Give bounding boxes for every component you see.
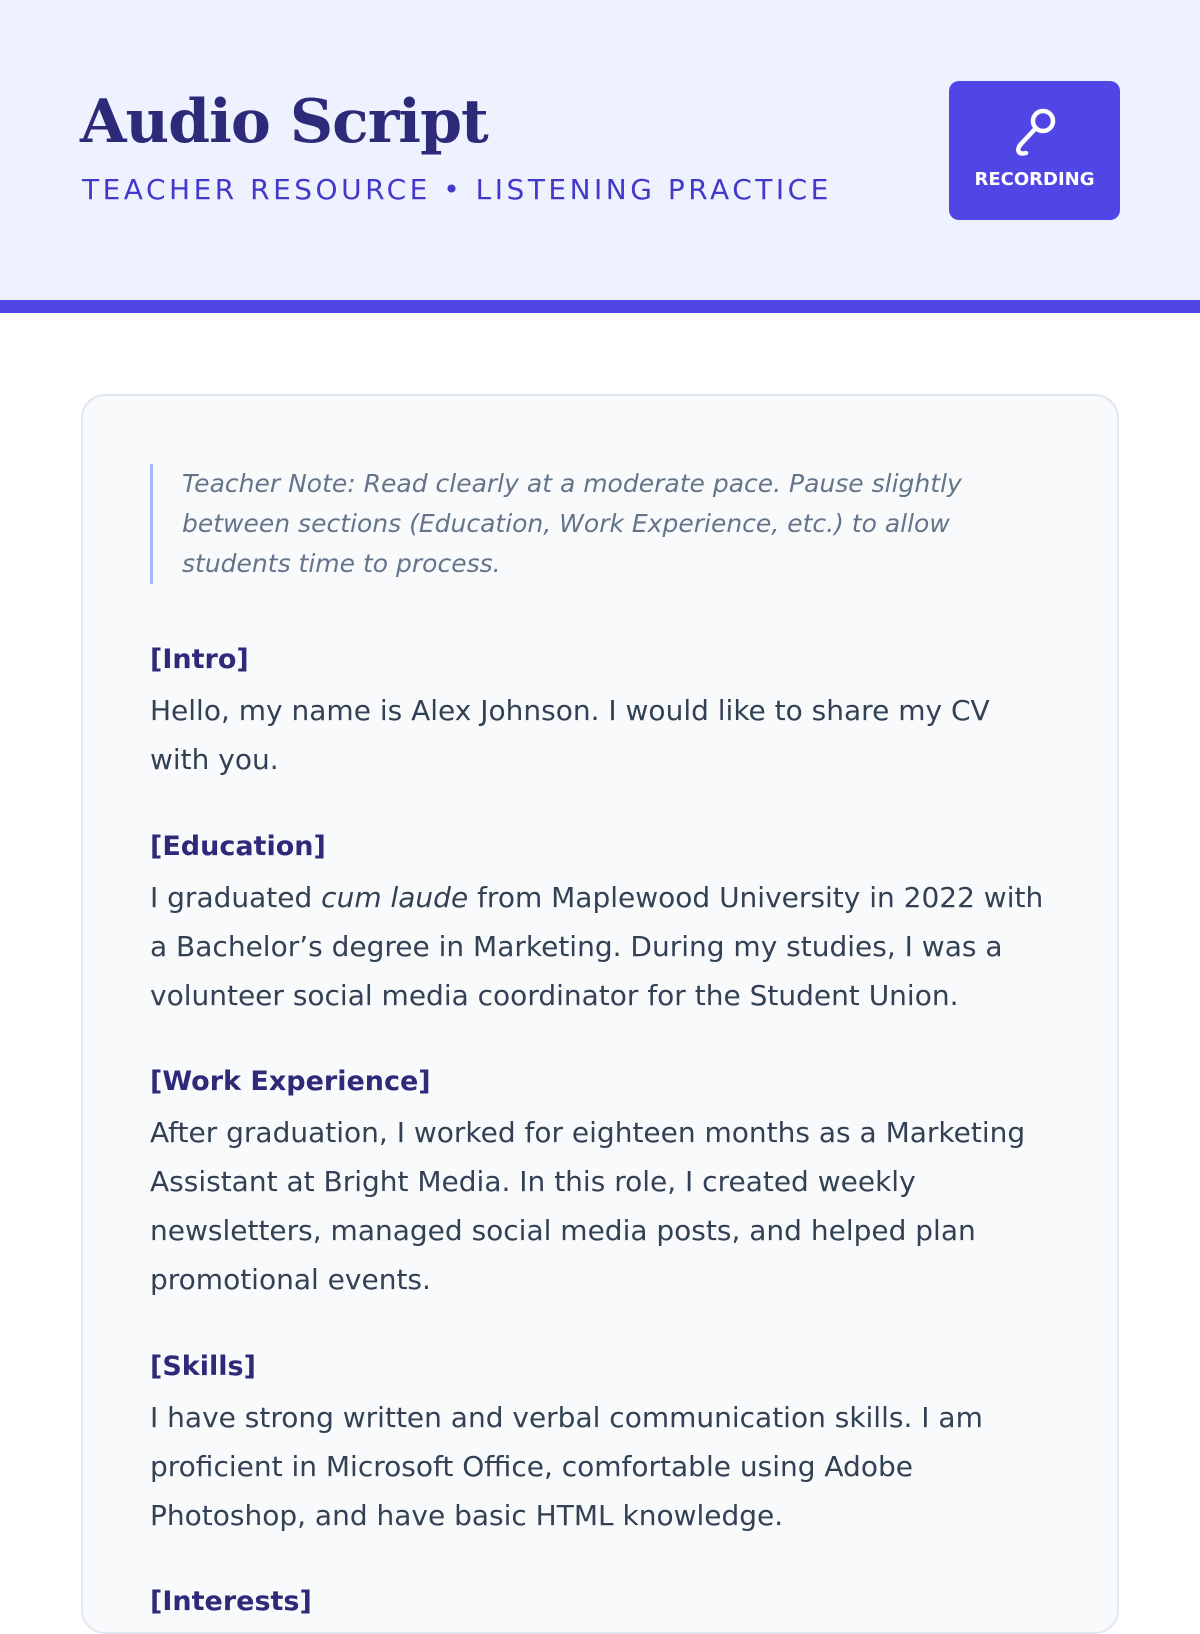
section-work-experience: [150, 1064, 1050, 1304]
teacher-note: Teacher Note: Read clearly at a moderate pace. Pause slightly between sections (Education, Work Experience, etc.) to allow students time to process.: [150, 464, 1010, 584]
section-education: [150, 829, 1050, 1020]
section-body: [150, 873, 1050, 1020]
section-intro: [150, 642, 1050, 784]
section-heading: [Education]: [150, 831, 326, 862]
section-heading: [Skills]: [150, 1351, 256, 1382]
body-text: I graduated: [150, 881, 322, 914]
section-body: After graduation, I worked for eighteen months as a Marketing Assistant at Bright Media. In this role, I created weekly newsletters, managed social media posts, and helped plan promotional events.: [150, 1116, 1026, 1296]
latin-phrase: cum laude: [321, 881, 469, 914]
page-header: [0, 0, 1200, 313]
section-heading: [Intro]: [150, 644, 249, 675]
recording-label: RECORDING: [974, 169, 1095, 190]
page-subtitle: TEACHER RESOURCE • LISTENING PRACTICE: [82, 173, 832, 206]
page-title: Audio Script: [80, 87, 488, 157]
recording-button[interactable]: [949, 81, 1120, 220]
script-card: [81, 394, 1119, 1634]
section-heading: [Interests]: [150, 1586, 312, 1617]
microphone-icon: [1012, 107, 1058, 157]
body-text: from Maplewood University in 2022 with a Bachelor’s degree in Marketing. During my studies, I was a volunteer social media coordinator for the Student Union.: [150, 881, 1044, 1012]
section-heading: [Work Experience]: [150, 1066, 431, 1097]
section-interests: [150, 1584, 1050, 1620]
section-skills: [150, 1349, 1050, 1540]
section-body: Hello, my name is Alex Johnson. I would like to share my CV with you.: [150, 694, 990, 776]
section-body: I have strong written and verbal communication skills. I am proficient in Microsoft Office, comfortable using Adobe Photoshop, and have basic HTML knowledge.: [150, 1401, 983, 1532]
